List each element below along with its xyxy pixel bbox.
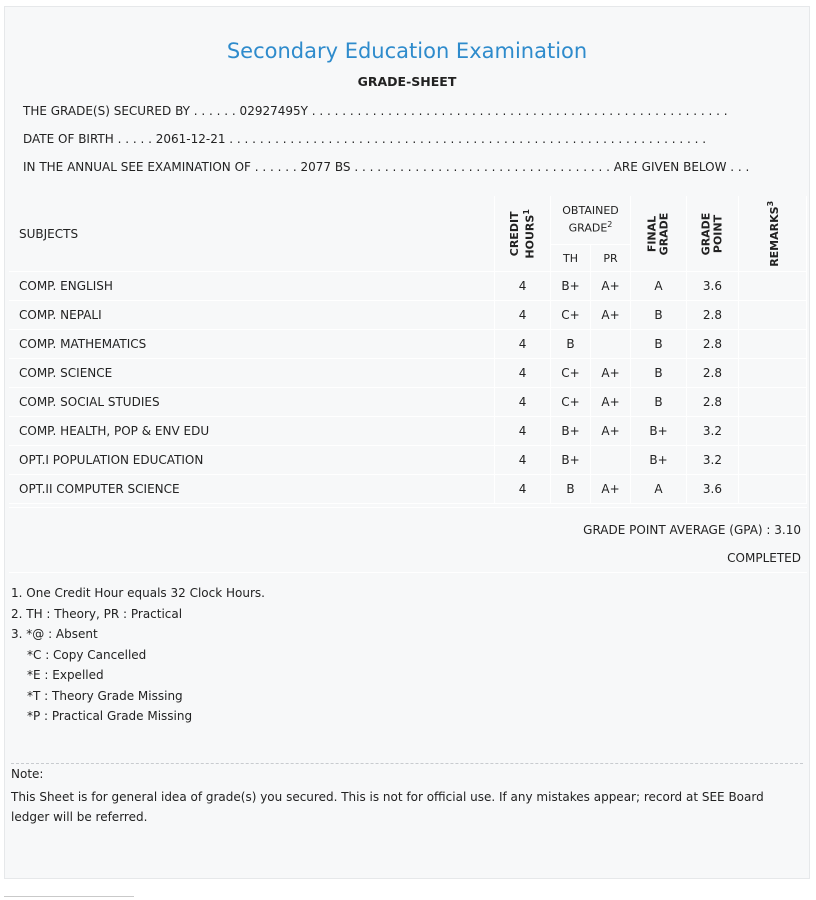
table-row: [9, 388, 807, 417]
cell-remarks: [738, 446, 806, 475]
cell-remarks: [738, 359, 806, 388]
cell-final-grade: B: [631, 359, 687, 388]
cell-final-grade: A: [631, 272, 687, 301]
footnote: 2. TH : Theory, PR : Practical: [11, 606, 183, 621]
cell-subject: COMP. SCIENCE: [9, 359, 495, 388]
cell-remarks: [738, 417, 806, 446]
note-text: This Sheet is for general idea of grade(s) you secured. This is not for official use. If any mistakes appear; record at SEE Board ledger will be referred.: [11, 790, 764, 824]
cell-subject: COMP. ENGLISH: [9, 272, 495, 301]
cell-pr-grade: A+: [591, 388, 631, 417]
cell-pr-grade: A+: [591, 417, 631, 446]
cell-grade-point: 2.8: [686, 359, 738, 388]
footnote: *E : Expelled: [27, 668, 104, 682]
cell-subject: COMP. HEALTH, POP & ENV EDU: [9, 417, 495, 446]
cell-th-grade: C+: [551, 359, 591, 388]
page-title: Secondary Education Examination: [226, 39, 588, 63]
header-th: TH: [551, 245, 591, 272]
cell-grade-point: 3.6: [686, 475, 738, 504]
cell-th-grade: B+: [551, 417, 591, 446]
table-row: [9, 330, 807, 359]
cell-pr-grade: [591, 330, 631, 359]
scrollbar[interactable]: [4, 896, 134, 897]
cell-credit-hours: 4: [495, 359, 551, 388]
info-symbol-line: THE GRADE(S) SECURED BY . . . . . . 02927495Y . . . . . . . . . . . . . . . . . . . . . . . . . . . . . . . . . . . . . . . . . . . . . . . . . . . . . . .: [23, 104, 728, 118]
cell-subject: COMP. NEPALI: [9, 301, 495, 330]
header-remarks: REMARKS$^3$: [738, 196, 806, 272]
note-label: Note:: [11, 767, 44, 781]
cell-final-grade: B: [631, 388, 687, 417]
cell-credit-hours: 4: [495, 417, 551, 446]
cell-subject: COMP. SOCIAL STUDIES: [9, 388, 495, 417]
footnote: *C : Copy Cancelled: [27, 647, 147, 662]
footnote: *T : Theory Grade Missing: [27, 688, 183, 703]
cell-remarks: [738, 330, 806, 359]
footnotes: [11, 583, 265, 727]
cell-credit-hours: 4: [495, 272, 551, 301]
header-obtained-grade: OBTAINED GRADE$^2$: [551, 196, 631, 245]
cell-pr-grade: A+: [591, 301, 631, 330]
header-grade-point: GRADE POINT: [686, 196, 738, 272]
footnote: 3. *@ : Absent: [11, 627, 98, 641]
cell-grade-point: 3.2: [686, 417, 738, 446]
cell-th-grade: B: [551, 330, 591, 359]
cell-grade-point: 2.8: [686, 330, 738, 359]
table-row: [9, 272, 807, 301]
cell-pr-grade: A+: [591, 475, 631, 504]
divider: [9, 507, 807, 508]
cell-final-grade: B+: [631, 446, 687, 475]
cell-th-grade: C+: [551, 388, 591, 417]
result-status: COMPLETED: [727, 551, 801, 565]
header-pr: PR: [591, 245, 631, 272]
footnote: *P : Practical Grade Missing: [27, 709, 193, 723]
cell-th-grade: C+: [551, 301, 591, 330]
cell-pr-grade: A+: [591, 272, 631, 301]
cell-subject: OPT.I POPULATION EDUCATION: [9, 446, 495, 475]
cell-grade-point: 3.2: [686, 446, 738, 475]
info-exam-line: IN THE ANNUAL SEE EXAMINATION OF . . . . . . 2077 BS . . . . . . . . . . . . . . . . . . . . . . . . . . . . . . . . . . ARE GIVEN BELOW . . .: [23, 160, 750, 174]
cell-credit-hours: 4: [495, 330, 551, 359]
gpa-value: GRADE POINT AVERAGE (GPA) : 3.10: [583, 523, 801, 537]
header-credit-hours: CREDIT HOURS$^1$: [495, 196, 551, 272]
cell-final-grade: B: [631, 330, 687, 359]
table-row: [9, 417, 807, 446]
cell-pr-grade: [591, 446, 631, 475]
page-subtitle: GRADE-SHEET: [357, 74, 457, 89]
cell-credit-hours: 4: [495, 446, 551, 475]
cell-remarks: [738, 388, 806, 417]
cell-grade-point: 3.6: [686, 272, 738, 301]
cell-remarks: [738, 301, 806, 330]
cell-subject: COMP. MATHEMATICS: [9, 330, 495, 359]
cell-final-grade: B: [631, 301, 687, 330]
cell-th-grade: B+: [551, 272, 591, 301]
cell-credit-hours: 4: [495, 301, 551, 330]
cell-pr-grade: A+: [591, 359, 631, 388]
cell-credit-hours: 4: [495, 388, 551, 417]
table-row: [9, 301, 807, 330]
cell-grade-point: 2.8: [686, 388, 738, 417]
table-row: [9, 446, 807, 475]
cell-credit-hours: 4: [495, 475, 551, 504]
cell-final-grade: B+: [631, 417, 687, 446]
cell-grade-point: 2.8: [686, 301, 738, 330]
cell-subject: OPT.II COMPUTER SCIENCE: [9, 475, 495, 504]
footnote: 1. One Credit Hour equals 32 Clock Hours.: [11, 586, 265, 600]
table-row: [9, 359, 807, 388]
info-dob-line: DATE OF BIRTH . . . . . 2061-12-21 . . . . . . . . . . . . . . . . . . . . . . . . . . . . . . . . . . . . . . . . . . . . . . . . . . . . . . . . . . . . . . .: [23, 132, 707, 146]
grades-table: [9, 196, 807, 504]
divider: [9, 572, 807, 573]
cell-remarks: [738, 475, 806, 504]
cell-th-grade: B+: [551, 446, 591, 475]
header-subjects: SUBJECTS: [9, 196, 495, 272]
header-final-grade: FINAL GRADE: [631, 196, 687, 272]
cell-remarks: [738, 272, 806, 301]
cell-final-grade: A: [631, 475, 687, 504]
grade-sheet: [4, 6, 810, 879]
table-row: [9, 475, 807, 504]
cell-th-grade: B: [551, 475, 591, 504]
dashed-divider: [11, 763, 803, 764]
